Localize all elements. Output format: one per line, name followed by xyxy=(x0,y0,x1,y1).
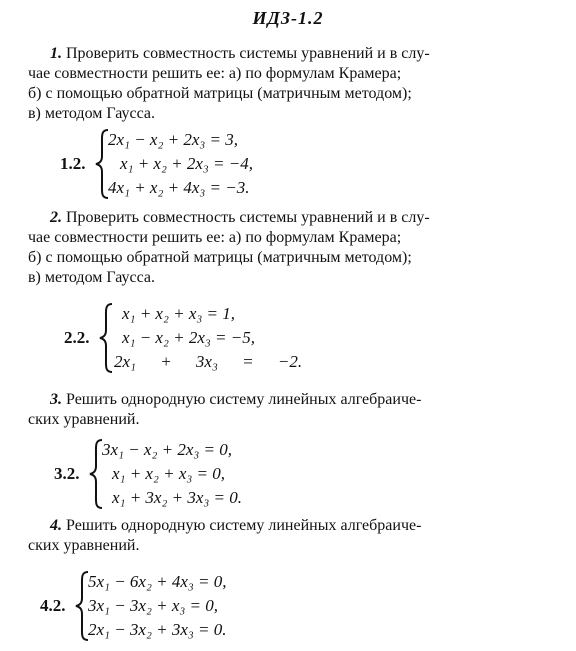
problem-1-statement xyxy=(28,44,560,124)
system-label: 2.2. xyxy=(64,328,90,347)
equation: 2x₁ + 3x₃ = −2. xyxy=(114,352,303,371)
equations xyxy=(102,438,242,510)
equations xyxy=(88,570,227,642)
equation: x₁ + x₂ + x₃ = 0, xyxy=(112,464,226,483)
equation: 2x₁ − x₂ + 2x₃ = 3, xyxy=(108,130,239,149)
equation: 4x₁ + x₂ + 4x₃ = −3. xyxy=(108,178,250,197)
equation: x₁ + 3x₂ + 3x₃ = 0. xyxy=(112,488,243,507)
equations xyxy=(114,302,302,374)
problem-3-line-1: 3. Решить однородную систему линейных алгебраиче- xyxy=(50,391,422,408)
problem-1-line-2: чае совместности решить ее: а) по формулам Крамера; xyxy=(28,65,402,82)
problem-4-line-1: 4. Решить однородную систему линейных алгебраиче- xyxy=(50,517,422,534)
problem-3-line-2: ских уравнений. xyxy=(28,411,140,428)
problem-1-line-3: б) с помощью обратной матрицы (матричным методом); xyxy=(28,85,412,102)
problem-1-line-1: 1. Проверить совместность системы уравнений и в слу- xyxy=(50,45,430,62)
problem-2-line-4: в) методом Гаусса. xyxy=(28,269,156,286)
equation: 5x₁ − 6x₂ + 4x₃ = 0, xyxy=(88,572,227,591)
problem-2-line-3: б) с помощью обратной матрицы (матричным методом); xyxy=(28,249,412,266)
problem-1-line-4: в) методом Гаусса. xyxy=(28,105,156,122)
equations xyxy=(108,128,253,200)
page-title: ИДЗ-1.2 xyxy=(252,8,324,28)
problem-1-number: 1. xyxy=(50,45,62,62)
equation: x₁ + x₂ + x₃ = 1, xyxy=(122,304,236,323)
system-label: 4.2. xyxy=(40,596,66,615)
equation: 3x₁ − x₂ + 2x₃ = 0, xyxy=(102,440,233,459)
problem-4-line-2: ских уравнений. xyxy=(28,537,140,554)
problem-4-number: 4. xyxy=(50,517,62,534)
problem-4-statement xyxy=(28,516,560,556)
equation: 3x₁ − 3x₂ + x₃ = 0, xyxy=(88,596,219,615)
system-label: 1.2. xyxy=(60,154,86,173)
left-brace-icon xyxy=(98,302,114,374)
problem-2-statement xyxy=(28,208,560,288)
equation: x₁ + x₂ + 2x₃ = −4, xyxy=(120,154,254,173)
problem-2-line-1: 2. Проверить совместность системы уравнений и в слу- xyxy=(50,209,430,226)
problem-3-number: 3. xyxy=(50,391,62,408)
problem-2-number: 2. xyxy=(50,209,62,226)
system-label: 3.2. xyxy=(54,464,80,483)
problem-3-statement xyxy=(28,390,560,430)
equation: 2x₁ − 3x₂ + 3x₃ = 0. xyxy=(88,620,227,639)
problem-2-line-2: чае совместности решить ее: а) по формулам Крамера; xyxy=(28,229,402,246)
equation: x₁ − x₂ + 2x₃ = −5, xyxy=(122,328,256,347)
